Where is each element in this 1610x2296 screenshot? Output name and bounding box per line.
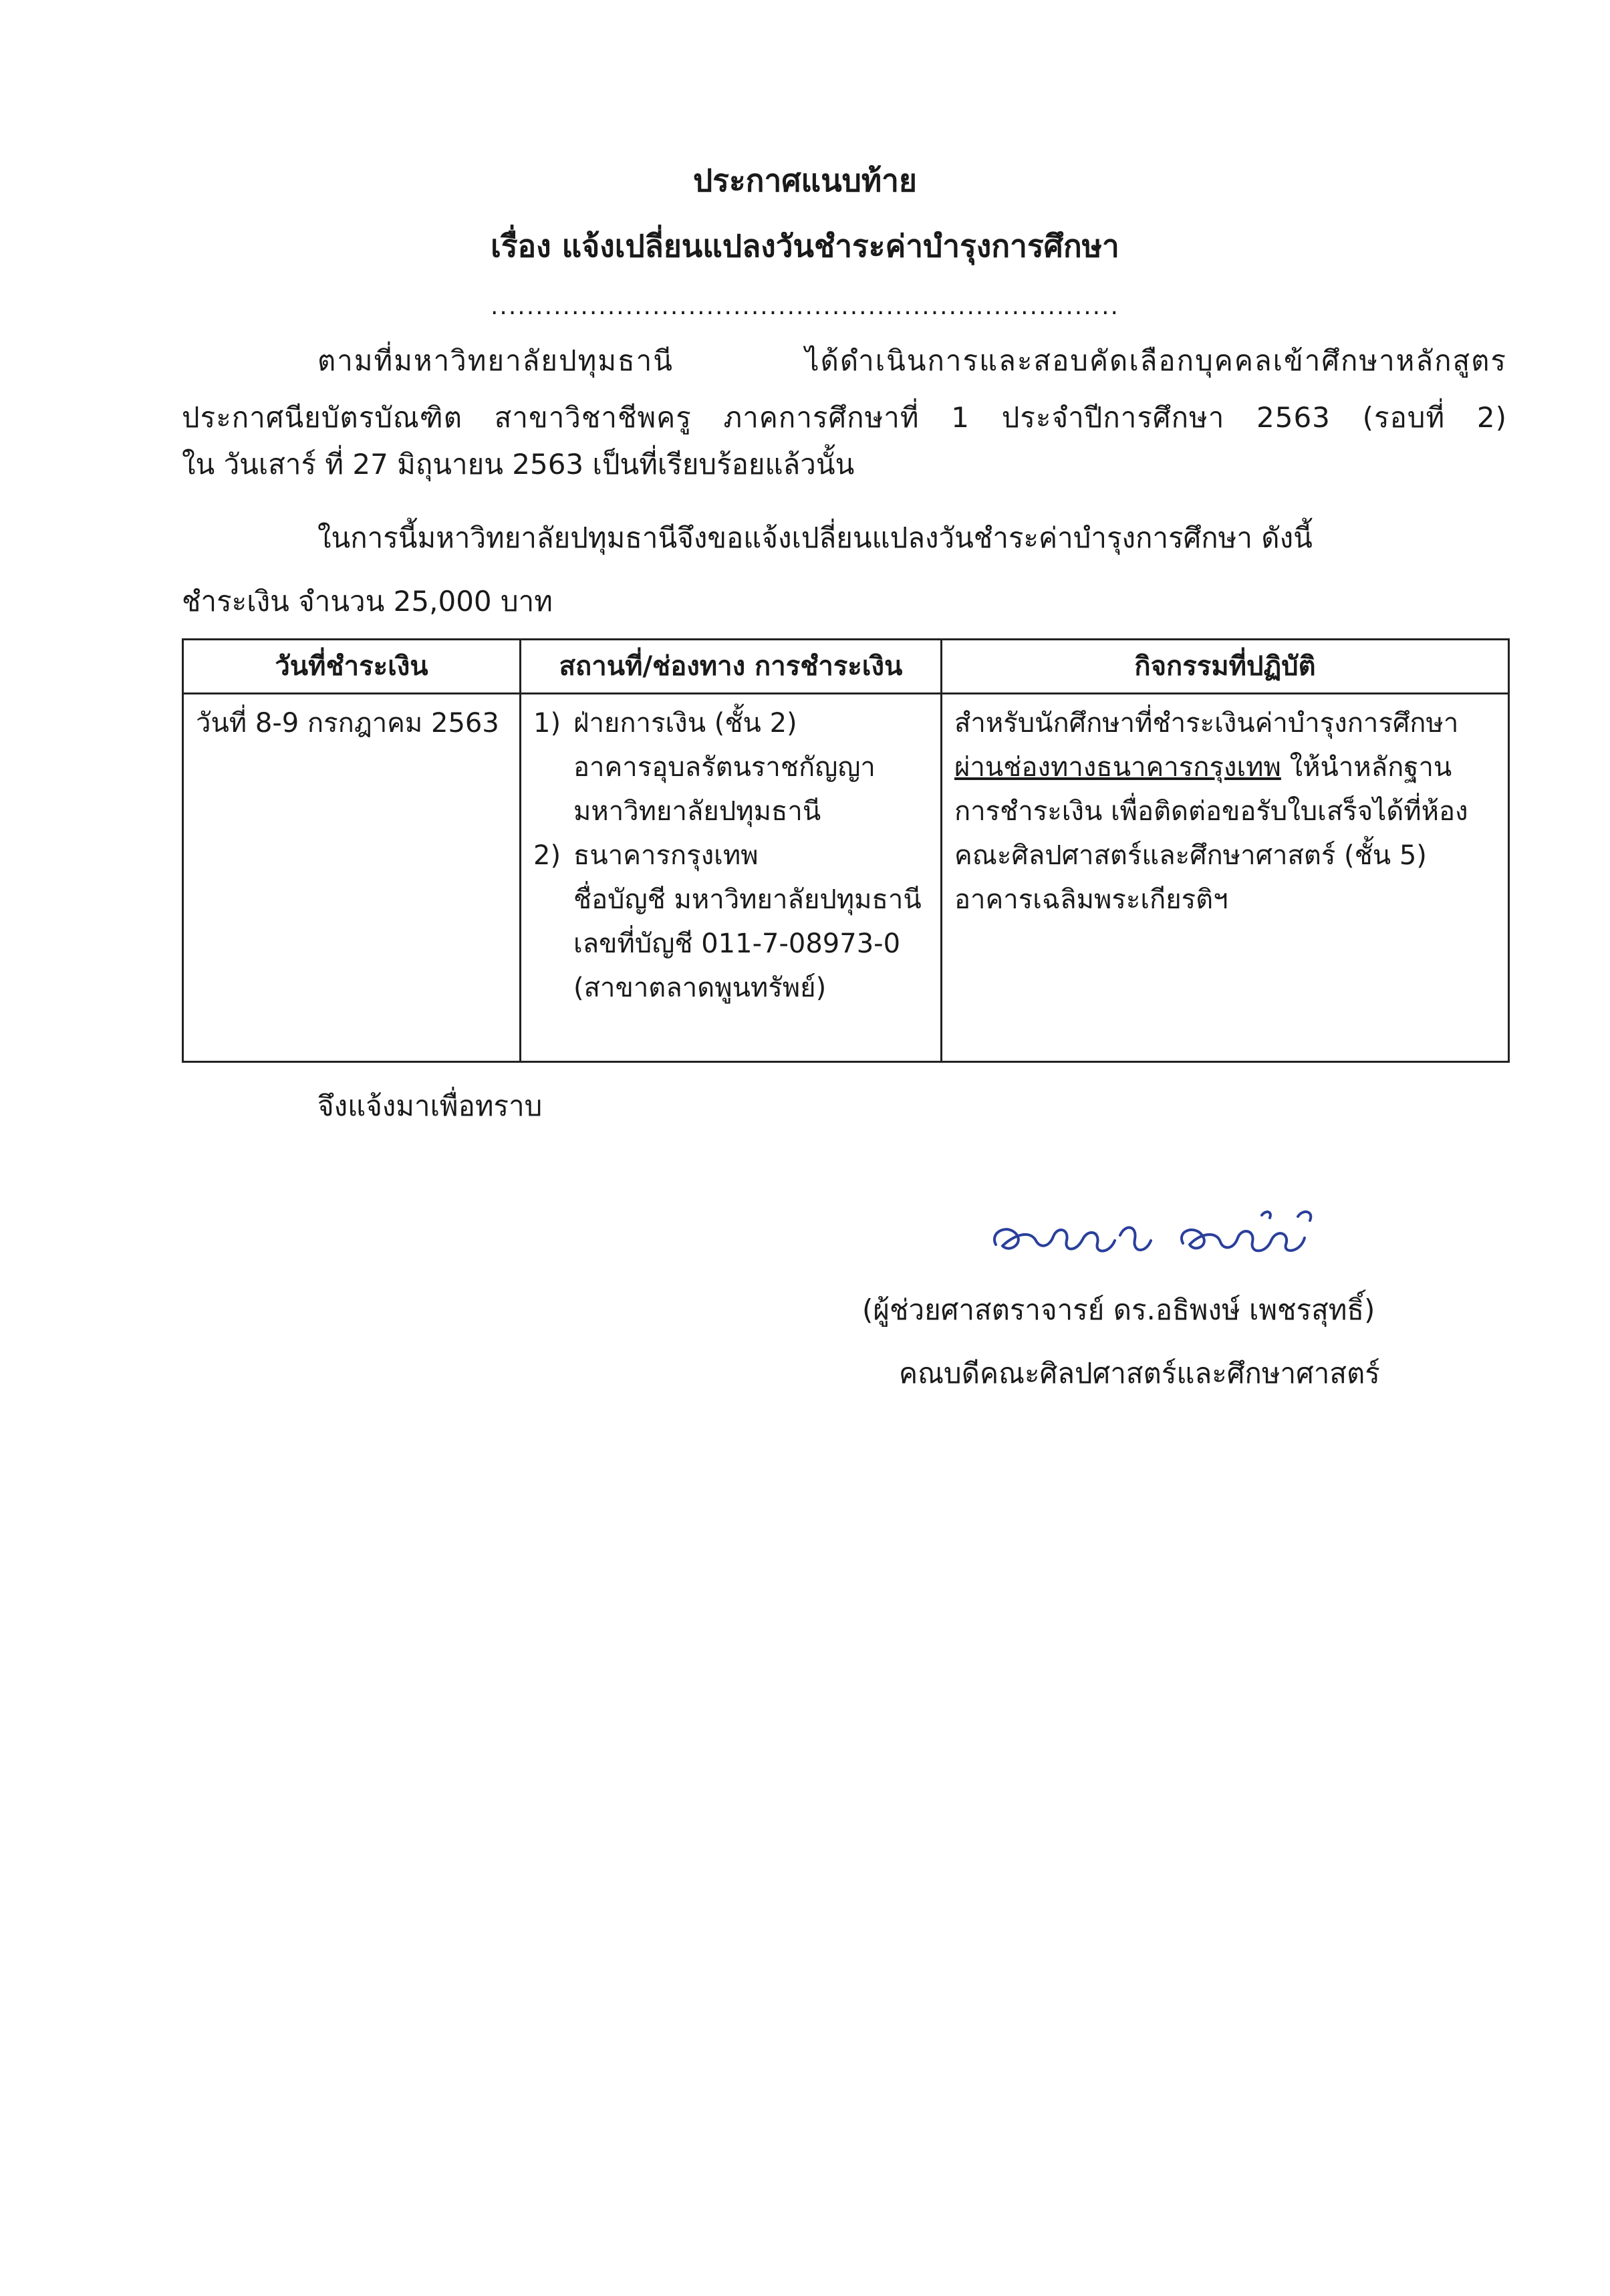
activity-line-2-rest: ให้นำหลักฐาน [1281,752,1452,783]
activity-line-4: คณะศิลปศาสตร์และศึกษาศาสตร์ (ชั้น 5) [954,840,1427,871]
cell-payment-channel [521,694,942,1062]
closing-notice: จึงแจ้งมาเพื่อทราบ [317,1090,543,1122]
channel-1-line-1: ฝ่ายการเงิน (ชั้น 2) [573,708,797,739]
channel-1-number: 1) [533,708,561,739]
channel-1-line-2: อาคารอุบลรัตนราชกัญญา [573,752,876,783]
channel-1-line-3: มหาวิทยาลัยปทุมธานี [573,796,821,827]
cell-activity [942,694,1509,1062]
activity-bank-channel: ผ่านช่องทางธนาคารกรุงเทพ [954,752,1281,783]
activity-line-2 [954,745,1496,789]
activity-line-1: สำหรับนักศึกษาที่ชำระเงินค่าบำรุงการศึกษา [954,708,1459,739]
channel-2-line-4: (สาขาตลาดพูนทรัพย์) [573,973,827,1003]
header-payment-date: วันที่ชำระเงิน [183,640,521,694]
paragraph-1-line-3: ใน วันเสาร์ ที่ 27 มิถุนายน 2563 เป็นที่เรียบร้อยแล้วนั้น [182,448,855,481]
activity-line-3: การชำระเงิน เพื่อติดต่อขอรับใบเสร็จได้ที่ห้อง [954,796,1468,827]
channel-2-number: 2) [533,840,561,871]
header-payment-channel: สถานที่/ช่องทาง การชำระเงิน [521,640,942,694]
payment-date: วันที่ 8-9 กรกฎาคม 2563 [196,708,499,739]
document-subject: เรื่อง แจ้งเปลี่ยนแปลงวันชำระค่าบำรุงการศึกษา [491,228,1119,264]
channel-2 [533,834,928,878]
paragraph-1-line-2: ประกาศนียบัตรบัณฑิต สาขาวิชาชีพครู ภาคการศึกษาที่ 1 ประจำปีการศึกษา 2563 (รอบที่ 2) [182,401,1507,434]
payment-amount: ชำระเงิน จำนวน 25,000 บาท [182,585,553,618]
table-row [183,694,1509,1062]
channel-2-line-1: ธนาคารกรุงเทพ [573,840,759,871]
paragraph-1-line-1: ตามที่มหาวิทยาลัยปทุมธานี ได้ดำเนินการและสอบคัดเลือกบุคคลเข้าศึกษาหลักสูตร [317,344,1507,377]
signer-name: (ผู้ช่วยศาสตราจารย์ ดร.อธิพงษ์ เพชรสุทธิ์) [862,1293,1375,1326]
dotted-separator: ...................................................................... [490,293,1120,320]
channel-2-line-3: เลขที่บัญชี 011-7-08973-0 [573,928,901,959]
channel-2-line-2: ชื่อบัญชี มหาวิทยาลัยปทุมธานี [573,884,922,915]
document-title: ประกาศแนบท้าย [693,162,917,199]
activity-line-5: อาคารเฉลิมพระเกียรติฯ [954,884,1228,915]
header-activity: กิจกรรมที่ปฏิบัติ [942,640,1509,694]
channel-1 [533,701,928,745]
paragraph-2: ในการนี้มหาวิทยาลัยปทุมธานีจึงขอแจ้งเปลี่ยนแปลงวันชำระค่าบำรุงการศึกษา ดังนี้ [317,521,1313,554]
signer-position: คณบดีคณะศิลปศาสตร์และศึกษาศาสตร์ [899,1357,1380,1390]
table-header-row [183,640,1509,694]
payment-table [182,638,1510,1063]
cell-payment-date [183,694,521,1062]
